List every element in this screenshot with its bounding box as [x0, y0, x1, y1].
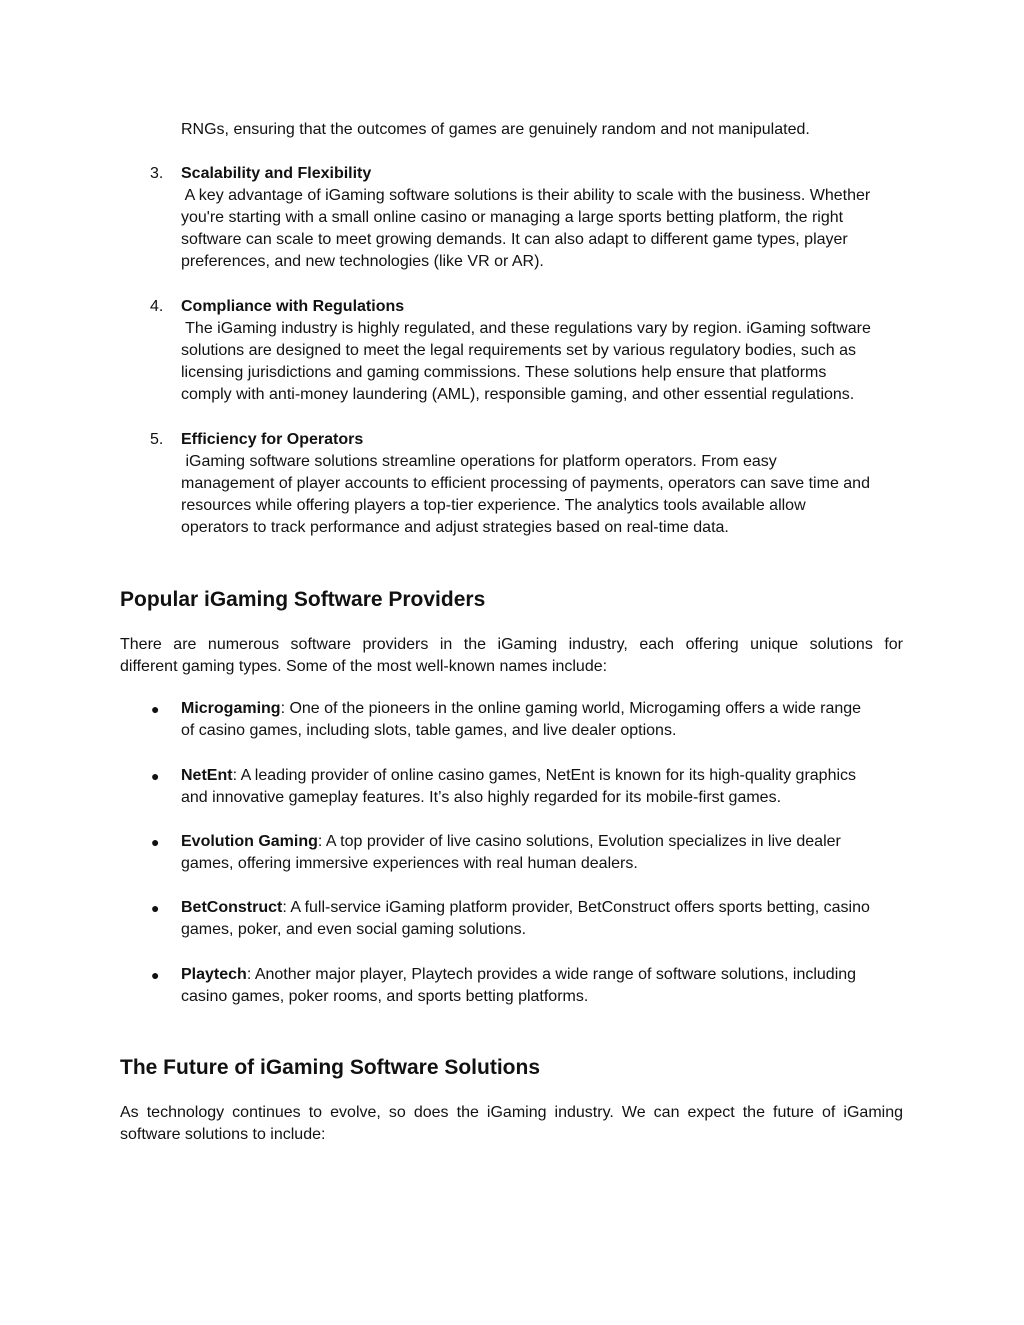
list-item-line	[181, 897, 911, 919]
list-item-line: and innovative gameplay features. It’s also highly regarded for its mobile-first games.	[181, 789, 782, 806]
paragraph-line: software solutions to include:	[120, 1126, 326, 1143]
bullet-icon: ●	[151, 768, 160, 784]
list-item-title: Compliance with Regulations	[181, 298, 405, 315]
list-item-line: you're starting with a small online casino or managing a large sports betting platform, the right	[181, 209, 844, 226]
list-item-line: preferences, and new technologies (like VR or AR).	[181, 253, 544, 270]
list-item-line	[181, 831, 911, 853]
list-item-body	[181, 163, 911, 273]
continuation-text: RNGs, ensuring that the outcomes of games are genuinely random and not manipulated.	[181, 121, 810, 138]
list-item-line: A key advantage of iGaming software solutions is their ability to scale with the business. Whether	[181, 187, 871, 204]
provider-description: : A top provider of live casino solutions, Evolution specializes in live dealer	[317, 833, 841, 850]
bullet-icon: ●	[151, 834, 160, 850]
list-item-body	[181, 698, 911, 742]
list-item-line: games, offering immersive experiences with real human dealers.	[181, 855, 638, 872]
future-intro-paragraph	[120, 1102, 903, 1146]
list-item-body	[181, 765, 911, 809]
bullet-icon: ●	[151, 967, 160, 983]
bullet-icon: ●	[151, 900, 160, 916]
list-item-line: games, poker, and even social gaming solutions.	[181, 921, 527, 938]
list-item-title: Efficiency for Operators	[181, 431, 364, 448]
section-heading-future: The Future of iGaming Software Solutions	[120, 1056, 541, 1079]
providers-intro-paragraph	[120, 634, 903, 678]
list-item-line	[181, 964, 911, 986]
provider-name: BetConstruct	[181, 899, 283, 916]
list-item-body	[181, 964, 911, 1008]
list-item-line: solutions are designed to meet the legal requirements set by various regulatory bodies, such as	[181, 342, 857, 359]
list-item-line: software can scale to meet growing demands. It can also adapt to different game types, player	[181, 231, 848, 248]
paragraph-line: There are numerous software providers in the iGaming industry, each offering unique solutions for	[120, 636, 903, 653]
list-number: 4.	[150, 298, 164, 315]
list-item-body	[181, 296, 911, 406]
provider-name: Playtech	[181, 966, 247, 983]
list-item-line: operators to track performance and adjust strategies based on real-time data.	[181, 519, 729, 536]
list-item-line: resources while offering players a top-tier experience. The analytics tools available allow	[181, 497, 806, 514]
provider-name: Evolution Gaming	[181, 833, 318, 850]
list-item-title: Scalability and Flexibility	[181, 165, 372, 182]
provider-description: : A full-service iGaming platform provider, BetConstruct offers sports betting, casino	[282, 899, 870, 916]
paragraph-line: As technology continues to evolve, so does the iGaming industry. We can expect the future of iGaming	[120, 1104, 903, 1121]
bullet-icon: ●	[151, 701, 160, 717]
list-item-body	[181, 831, 911, 875]
paragraph-line: different gaming types. Some of the most well-known names include:	[120, 658, 608, 675]
list-item-line: management of player accounts to efficient processing of payments, operators can save time and	[181, 475, 870, 492]
list-item-body	[181, 429, 911, 539]
list-item-line	[181, 765, 911, 787]
section-heading-providers: Popular iGaming Software Providers	[120, 588, 486, 611]
list-item-line: iGaming software solutions streamline operations for platform operators. From easy	[181, 453, 777, 470]
list-item-line	[181, 698, 911, 720]
list-item-line: comply with anti-money laundering (AML), responsible gaming, and other essential regulations.	[181, 386, 855, 403]
provider-description: : A leading provider of online casino games, NetEnt is known for its high-quality graphics	[232, 767, 857, 784]
list-item-line: of casino games, including slots, table games, and live dealer options.	[181, 722, 677, 739]
list-number: 3.	[150, 165, 164, 182]
list-item-line: casino games, poker rooms, and sports betting platforms.	[181, 988, 589, 1005]
provider-description: : Another major player, Playtech provides a wide range of software solutions, including	[246, 966, 857, 983]
list-number: 5.	[150, 431, 164, 448]
list-item-line: licensing jurisdictions and gaming commissions. These solutions help ensure that platforms	[181, 364, 827, 381]
list-item-body	[181, 897, 911, 941]
provider-name: Microgaming	[181, 700, 281, 717]
provider-description: : One of the pioneers in the online gaming world, Microgaming offers a wide range	[280, 700, 862, 717]
list-item-line: The iGaming industry is highly regulated, and these regulations vary by region. iGaming software	[181, 320, 871, 337]
provider-name: NetEnt	[181, 767, 233, 784]
